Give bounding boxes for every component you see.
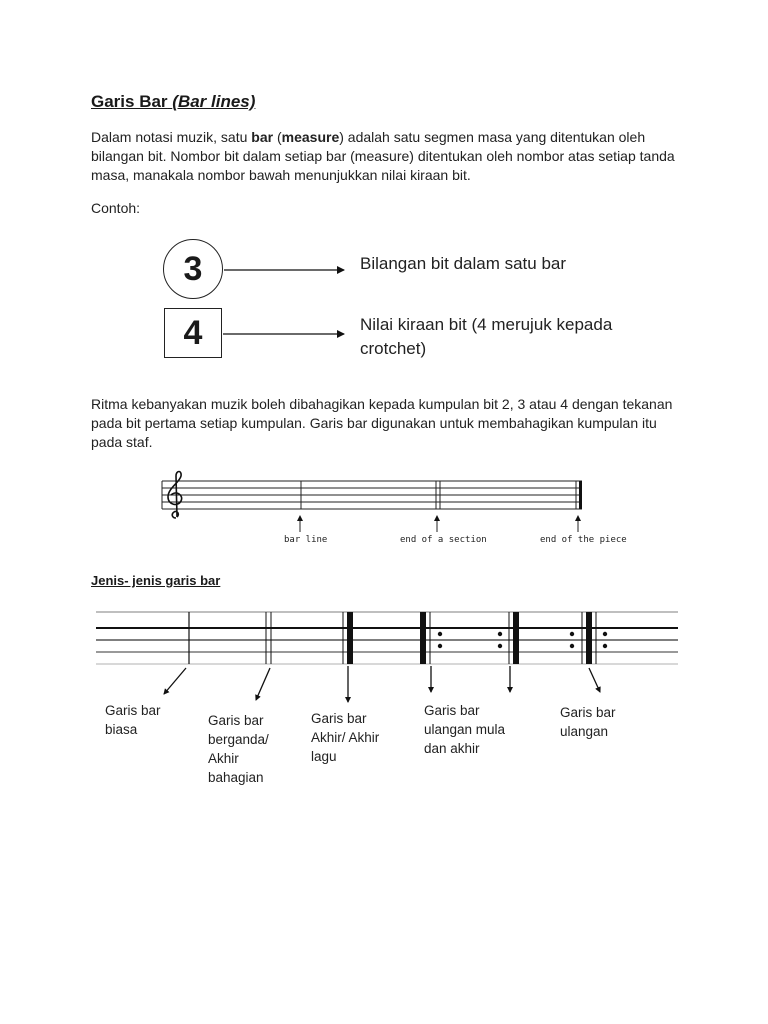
repeat-start-dot-2 (438, 644, 442, 648)
time-signature-bottom: 4 (183, 313, 203, 352)
title-sub: (Bar lines) (172, 92, 256, 111)
label-end-piece: end of the piece (540, 535, 627, 545)
type-label-berganda: Garis bar berganda/ Akhir bahagian (208, 713, 269, 785)
type-label-akhir: Garis bar Akhir/ Akhir lagu (311, 711, 380, 764)
staff-final-thick (579, 481, 582, 509)
pointer-biasa (164, 668, 186, 694)
repeat-dot-4 (603, 644, 607, 648)
pointer-ulangan (589, 668, 600, 692)
repeat-end-dot-1 (498, 632, 502, 636)
repeat-start-dot-1 (438, 632, 442, 636)
intro-bold-bar: bar (251, 129, 274, 145)
time-signature-top: 3 (183, 249, 203, 288)
time-signature-top-desc: Bilangan bit dalam satu bar (360, 254, 567, 273)
title-main: Garis Bar (91, 92, 168, 111)
type-label-ulangan: Garis bar ulangan (560, 705, 616, 739)
label-end-section: end of a section (400, 535, 487, 545)
repeat-start-thick (420, 612, 426, 664)
repeat-dot-1 (570, 632, 574, 636)
types-heading: Jenis- jenis garis bar (91, 573, 221, 588)
type-label-biasa: Garis bar biasa (105, 703, 161, 737)
label-bar-line: bar line (284, 535, 328, 545)
repeat-end-thick (513, 612, 519, 664)
intro-text-3: ) adalah satu segmen masa yang ditentukan oleh bilangan bit. Nombor bit dalam setiap bar (measure) ditentukan oleh nombor atas setiap tanda masa, manakala nombor bawah menunjukkan nilai kiraan bit. (91, 129, 675, 183)
final-bar-thick (347, 612, 353, 664)
repeat-dot-3 (603, 632, 607, 636)
intro-bold-measure: measure (281, 129, 340, 145)
repeat-thick (586, 612, 592, 664)
repeat-dot-2 (570, 644, 574, 648)
types-staff (96, 612, 678, 702)
example-staff (162, 472, 582, 533)
intro-text-1: Dalam notasi muzik, satu (91, 129, 252, 145)
pointer-berganda (256, 668, 270, 700)
type-label-ulangan-mula-akhir: Garis bar ulangan mula dan akhir (424, 703, 506, 756)
intro-text-2: ( (273, 129, 282, 145)
repeat-end-dot-2 (498, 644, 502, 648)
time-signature-bottom-desc: Nilai kiraan bit (4 merujuk kepada crotchet) (360, 315, 613, 358)
rhythm-paragraph: Ritma kebanyakan muzik boleh dibahagikan kepada kumpulan bit 2, 3 atau 4 dengan tekanan pada bit pertama setiap kumpulan. Garis bar digunakan untuk membahagikan kumpulan itu pada staf. (91, 396, 673, 450)
example-label: Contoh: (91, 200, 141, 216)
